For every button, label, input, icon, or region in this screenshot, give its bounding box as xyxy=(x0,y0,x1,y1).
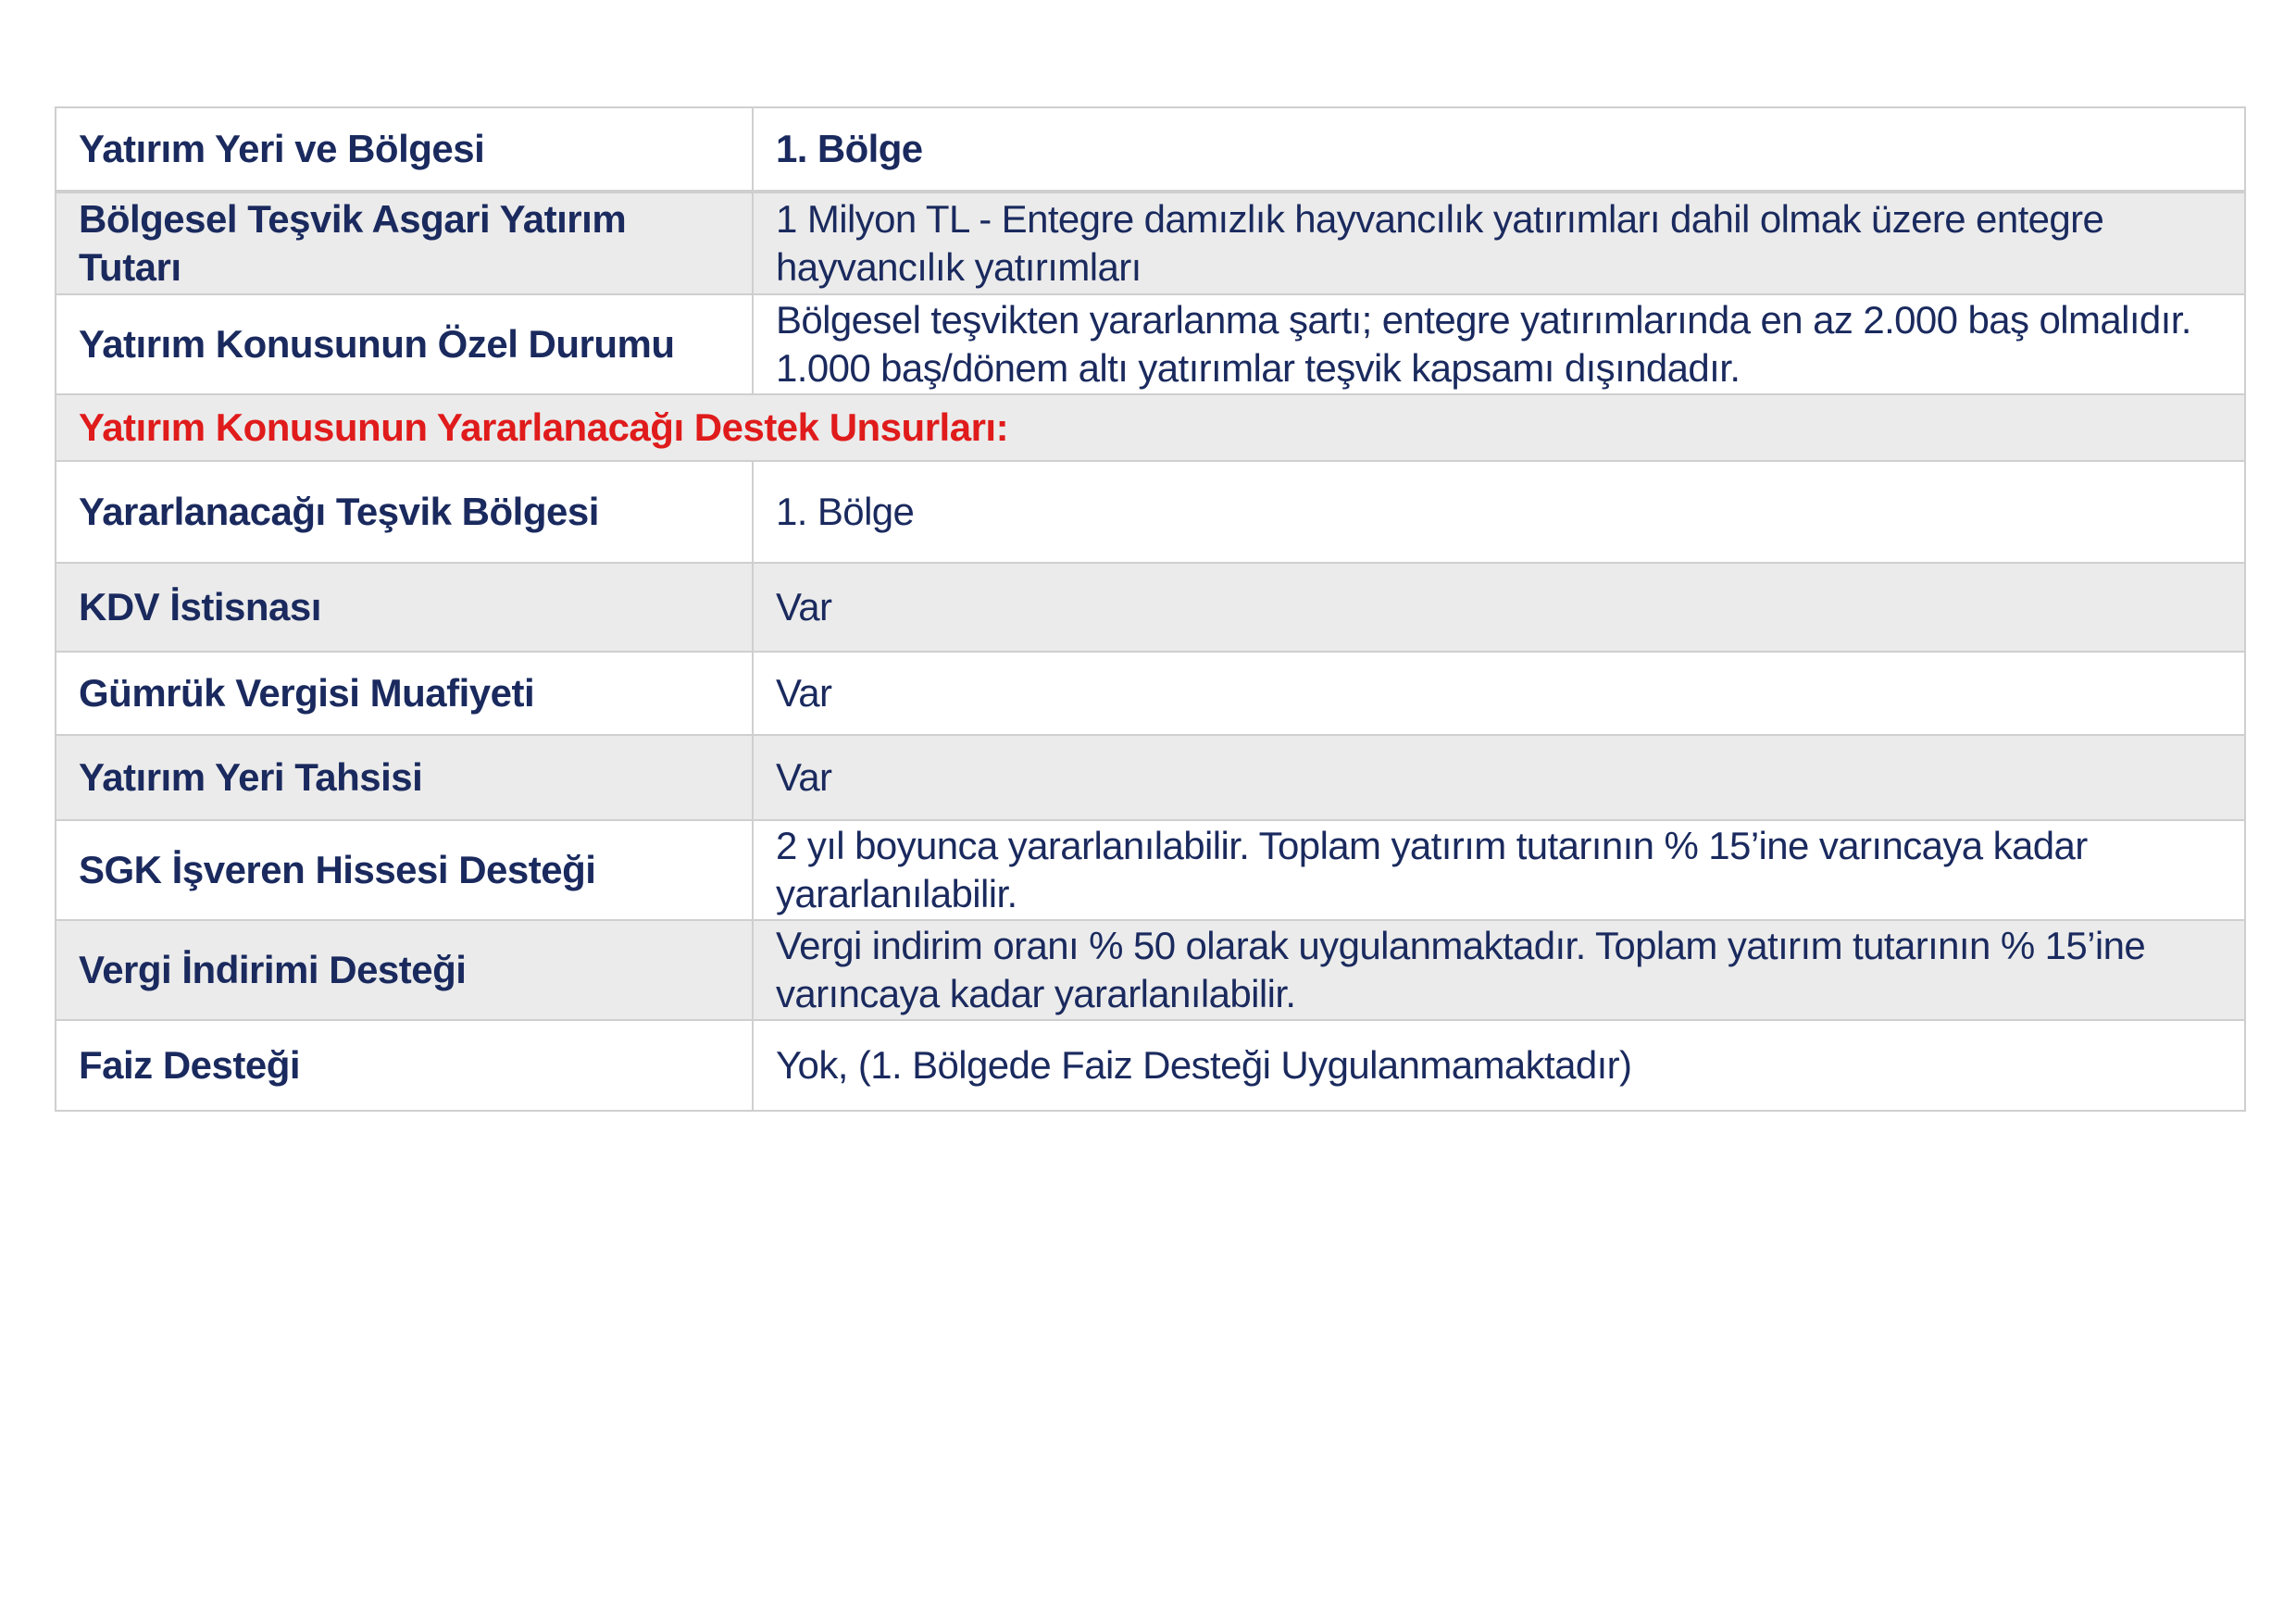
row-label: SGK İşveren Hissesi Desteği xyxy=(56,821,754,919)
table-row xyxy=(56,734,2244,819)
row-value: Var xyxy=(776,585,832,629)
header-label: Yatırım Yeri ve Bölgesi xyxy=(56,108,754,190)
row-label: Faiz Desteği xyxy=(56,1021,754,1110)
row-label: KDV İstisnası xyxy=(56,564,754,651)
row-value: 1. Bölge xyxy=(776,490,915,533)
row-value: Yok, (1. Bölgede Faiz Desteği Uygulanmamaktadır) xyxy=(776,1043,1632,1087)
table-row xyxy=(56,193,2244,293)
table-row xyxy=(56,293,2244,393)
table-row xyxy=(56,919,2244,1019)
row-label: Yatırım Konusunun Özel Durumu xyxy=(56,295,754,393)
table-row xyxy=(56,651,2244,734)
header-value: 1. Bölge xyxy=(776,127,923,170)
row-label: Vergi İndirimi Desteği xyxy=(56,921,754,1019)
row-value: 1 Milyon TL - Entegre damızlık hayvancılık yatırımları dahil olmak üzere entegre hayvancılık yatırımları xyxy=(776,197,2104,289)
table-row xyxy=(56,1019,2244,1110)
section-title-row xyxy=(56,393,2244,460)
row-value: Bölgesel teşvikten yararlanma şartı; entegre yatırımlarında en az 2.000 baş olmalıdır. 1.000 baş/dönem altı yatırımlar teşvik kapsamı dışındadır. xyxy=(776,298,2191,390)
table-header-row xyxy=(56,108,2244,193)
row-label: Bölgesel Teşvik Asgari Yatırım Tutarı xyxy=(56,193,754,293)
incentive-table xyxy=(55,106,2246,1112)
row-value: Vergi indirim oranı % 50 olarak uygulanmaktadır. Toplam yatırım tutarının % 15’ine varıncaya kadar yararlanılabilir. xyxy=(776,924,2146,1015)
row-value: Var xyxy=(776,671,832,715)
table-row xyxy=(56,819,2244,919)
row-label: Yararlanacağı Teşvik Bölgesi xyxy=(56,462,754,562)
row-value: Var xyxy=(776,755,832,799)
row-value: 2 yıl boyunca yararlanılabilir. Toplam yatırım tutarının % 15’ine varıncaya kadar yararlanılabilir. xyxy=(776,824,2088,915)
row-label: Gümrük Vergisi Muafiyeti xyxy=(56,653,754,734)
row-label: Yatırım Yeri Tahsisi xyxy=(56,736,754,819)
table-row xyxy=(56,460,2244,562)
table-row xyxy=(56,562,2244,651)
section-title: Yatırım Konusunun Yararlanacağı Destek Unsurları: xyxy=(79,405,1009,449)
